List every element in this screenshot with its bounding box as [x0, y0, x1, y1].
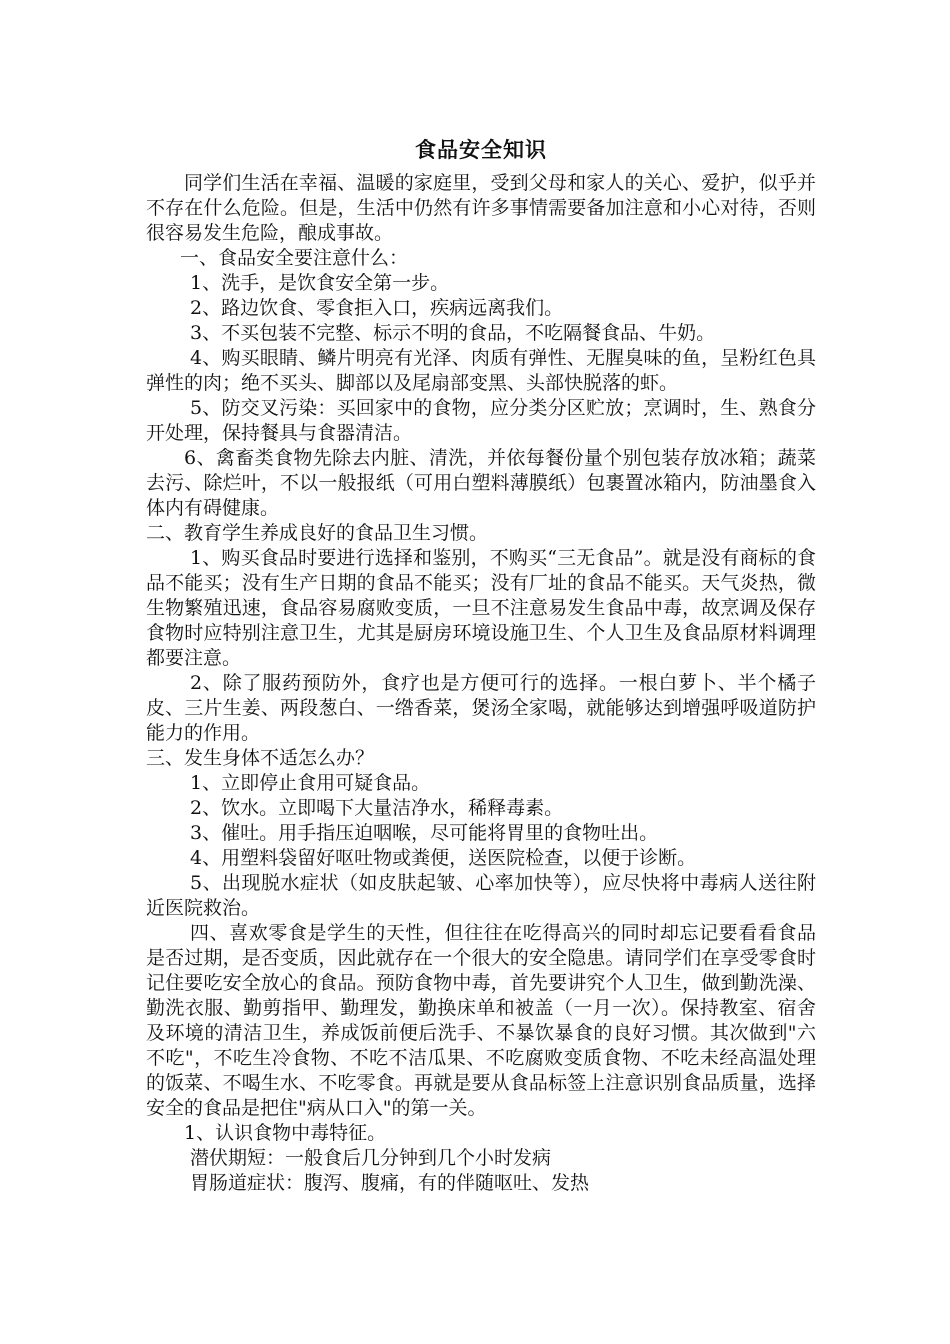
list-item: 2、路边饮食、零食拒入口，疾病远离我们。: [190, 297, 564, 319]
section-heading-2: 二、教育学生养成良好的食品卫生习惯。: [146, 522, 489, 544]
list-item: 3、催吐。用手指压迫咽喉，尽可能将胃里的食物吐出。: [190, 822, 659, 844]
list-item: 4、用塑料袋留好呕吐物或粪便，送医院检查，以便于诊断。: [190, 847, 697, 869]
list-item: 潜伏期短：一般食后几分钟到几个小时发病: [190, 1147, 552, 1169]
document-title: 食品安全知识: [415, 138, 547, 162]
document-body: [146, 133, 816, 1196]
list-item: 4、购买眼睛、鳞片明亮有光泽、肉质有弹性、无腥臭味的鱼，呈粉红色具弹性的肉；绝不买头、脚部以及尾扇部变黑、头部快脱落的虾。: [146, 347, 816, 394]
list-item: 2、饮水。立即喝下大量洁净水，稀释毒素。: [190, 797, 564, 819]
list-item: 1、购买食品时要进行选择和鉴别，不购买“三无食品”。就是没有商标的食品不能买；没有生产日期的食品不能买；没有厂址的食品不能买。天气炎热，微生物繁殖迅速，食品容易腐败变质，一旦不注意易发生食品中毒，故烹调及保存食物时应特别注意卫生，尤其是厨房环境设施卫生、个人卫生及食品原材料调理都要注意。: [146, 547, 816, 669]
list-item: 3、不买包装不完整、标示不明的食品，不吃隔餐食品、牛奶。: [190, 322, 716, 344]
list-item: 2、除了服药预防外，食疗也是方便可行的选择。一根白萝卜、半个橘子皮、三片生姜、两段葱白、一绺香菜，煲汤全家喝，就能够达到增强呼吸道防护能力的作用。: [146, 672, 816, 744]
section-heading-3: 三、发生身体不适怎么办？: [146, 747, 375, 769]
list-item: 1、洗手，是饮食安全第一步。: [190, 272, 450, 294]
list-item: 1、认识食物中毒特征。: [184, 1122, 387, 1144]
list-item: 6、禽畜类食物先除去内脏、清洗，并依每餐份量个别包装存放冰箱；蔬菜去污、除烂叶，不以一般报纸（可用白塑料薄膜纸）包裹置冰箱内，防油墨食入体内有碍健康。: [146, 447, 816, 519]
list-item: 5、出现脱水症状（如皮肤起皱、心率加快等），应尽快将中毒病人送往附近医院救治。: [146, 872, 816, 919]
intro-paragraph: 同学们生活在幸福、温暖的家庭里，受到父母和家人的关心、爱护，似乎并不存在什么危险。但是，生活中仍然有许多事情需要备加注意和小心对待，否则很容易发生危险，酿成事故。: [146, 172, 816, 244]
section-heading-1: 一、食品安全要注意什么：: [180, 247, 409, 269]
list-item: 1、立即停止食用可疑食品。: [190, 772, 431, 794]
section-paragraph-4: 四、喜欢零食是学生的天性，但往往在吃得高兴的同时却忘记要看看食品是否过期，是否变质，因此就存在一个很大的安全隐患。请同学们在享受零食时记住要吃安全放心的食品。预防食物中毒，首先要讲究个人卫生，做到勤洗澡、勤洗衣服、勤剪指甲、勤理发，勤换床单和被盖（一月一次）。保持教室、宿舍及环境的清洁卫生，养成饭前便后洗手、不暴饮暴食的良好习惯。其次做到"六不吃"，不吃生冷食物、不吃不洁瓜果、不吃腐败变质食物、不吃未经高温处理的饭菜、不喝生水、不吃零食。再就是要从食品标签上注意识别食品质量，选择安全的食品是把住"病从口入"的第一关。: [146, 922, 816, 1119]
list-item: 胃肠道症状：腹泻、腹痛，有的伴随呕吐、发热: [190, 1172, 590, 1194]
list-item: 5、防交叉污染：买回家中的食物，应分类分区贮放；烹调时，生、熟食分开处理，保持餐具与食器清洁。: [146, 397, 816, 444]
